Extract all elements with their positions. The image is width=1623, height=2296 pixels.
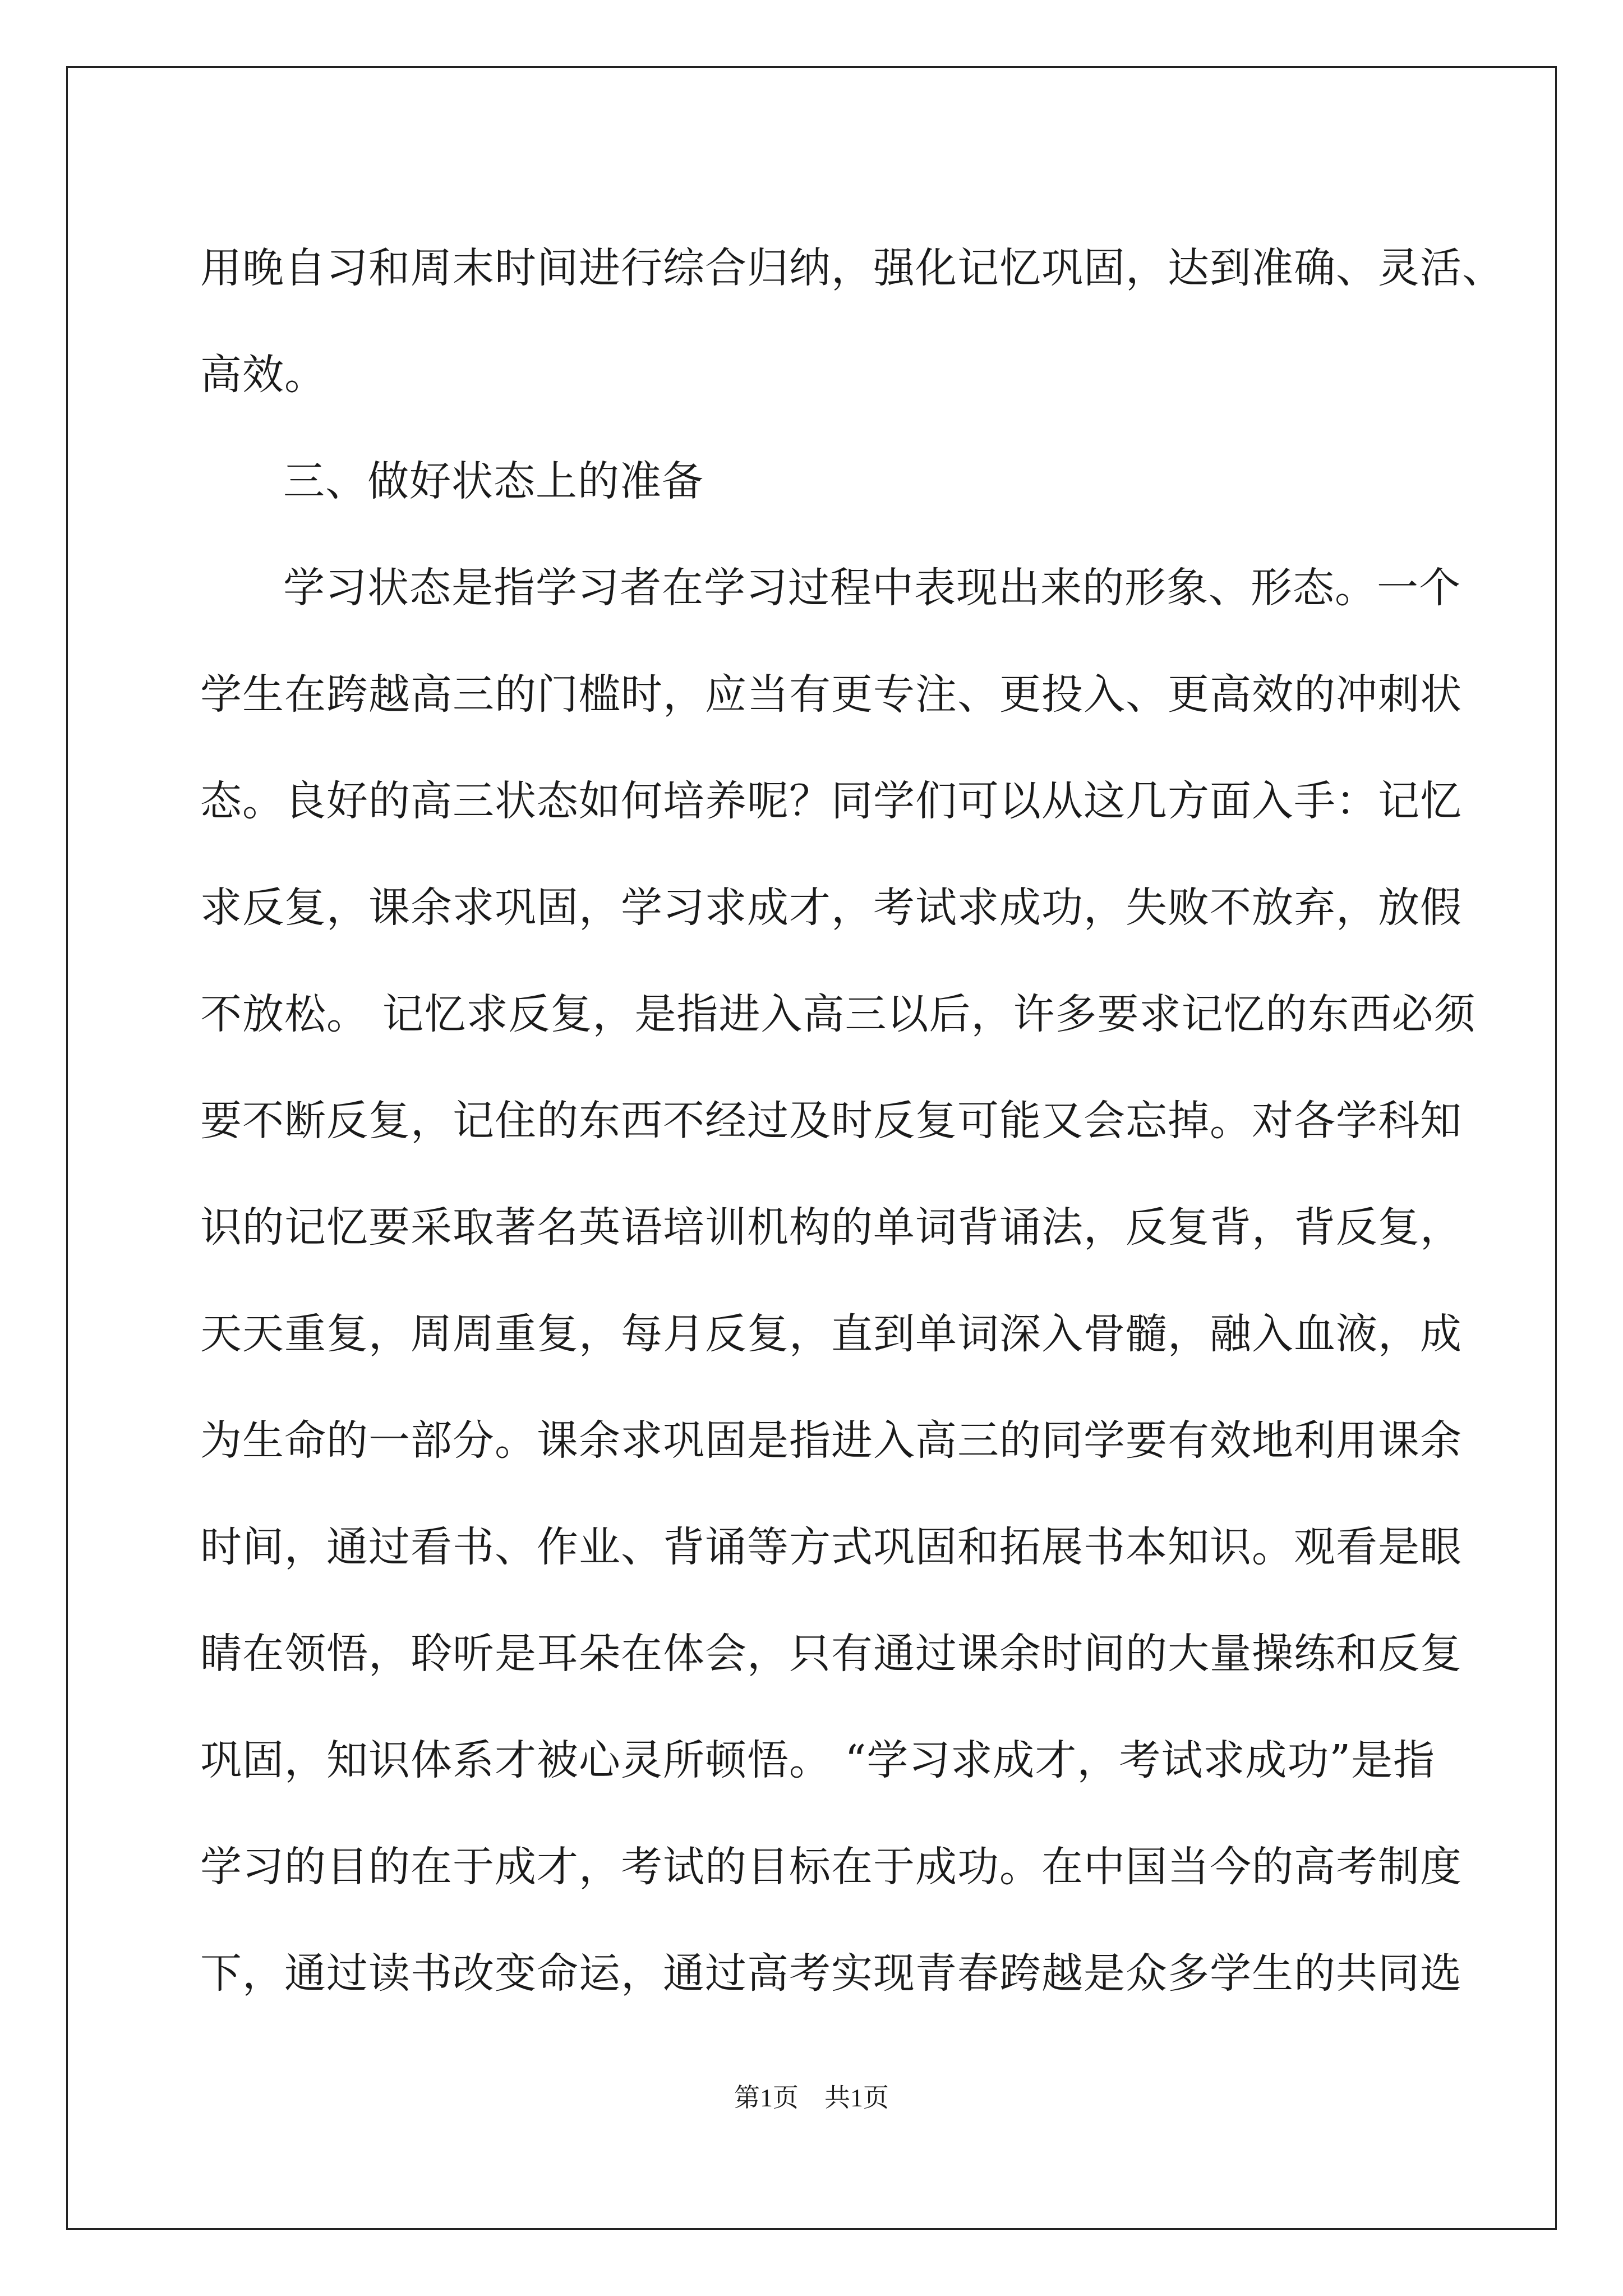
- page-footer: 第1页 共1页: [734, 2083, 889, 2112]
- text-line-12: 为生命的一部分。课余求巩固是指进入高三的同学要有效地利用课余: [200, 1416, 1462, 1465]
- text-line-15: 巩固，知识体系才被心灵所顿悟。 “学习求成才，考试求成功”是指: [200, 1736, 1436, 1784]
- text-line-16: 学习的目的在于成才，考试的目标在于成功。在中国当今的高考制度: [200, 1843, 1462, 1891]
- text-line-13: 时间，通过看书、作业、背诵等方式巩固和拓展书本知识。观看是眼: [200, 1523, 1462, 1571]
- text-line-17: 下，通过读书改变命运，通过高考实现青春跨越是众多学生的共同选: [200, 1949, 1462, 1998]
- text-line-5: 学生在跨越高三的门槛时，应当有更专注、更投入、更高效的冲刺状: [200, 670, 1462, 719]
- text-line-9: 要不断反复，记住的东西不经过及时反复可能又会忘掉。对各学科知: [200, 1097, 1462, 1145]
- text-line-8: 不放松。 记忆求反复，是指进入高三以后，许多要求记忆的东西必须: [200, 990, 1476, 1038]
- text-line-4: 学习状态是指学习者在学习过程中表现出来的形象、形态。一个: [283, 564, 1461, 612]
- text-line-7: 求反复，课余求巩固，学习求成才，考试求成功，失败不放弃，放假: [200, 884, 1462, 932]
- section-heading: 三、做好状态上的准备: [283, 457, 704, 505]
- text-line-1: 用晚自习和周末时间进行综合归纳，强化记忆巩固，达到准确、灵活、: [200, 244, 1504, 292]
- text-line-14: 睛在领悟，聆听是耳朵在体会，只有通过课余时间的大量操练和反复: [200, 1630, 1462, 1678]
- text-line-10: 识的记忆要采取著名英语培训机构的单词背诵法，反复背，背反复，: [200, 1203, 1462, 1251]
- text-line-11: 天天重复，周周重复，每月反复，直到单词深入骨髓，融入血液，成: [200, 1310, 1462, 1358]
- text-line-2: 高效。: [200, 351, 326, 399]
- text-line-6: 态。良好的高三状态如何培养呢？同学们可以从这几方面入手：记忆: [200, 777, 1462, 825]
